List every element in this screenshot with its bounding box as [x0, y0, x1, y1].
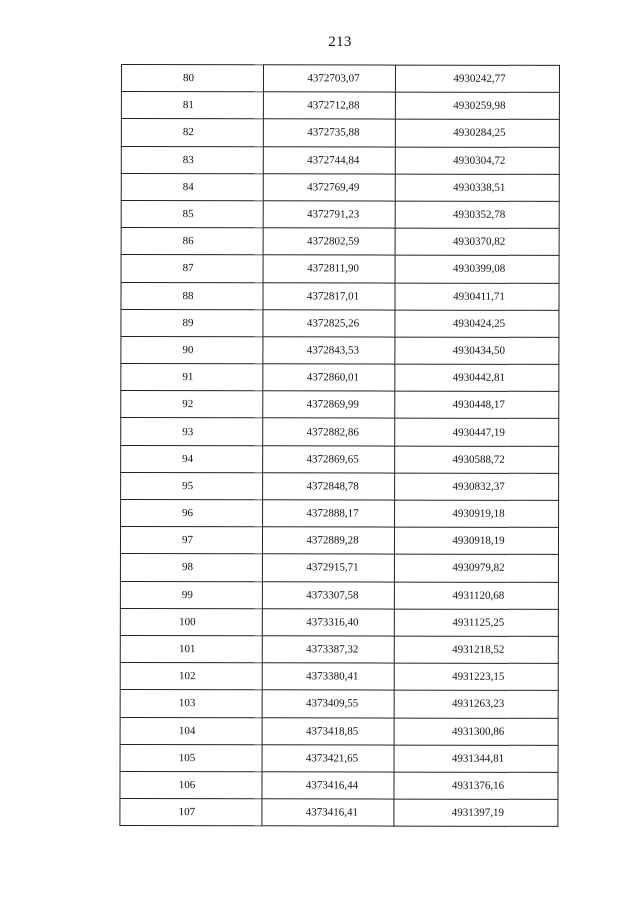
y-coordinate-cell: 4931125,25	[394, 609, 558, 637]
x-coordinate-cell: 4372860,01	[263, 364, 395, 391]
point-number-cell: 90	[121, 336, 263, 363]
table-row	[121, 255, 559, 283]
table-row	[121, 119, 559, 147]
table-row	[120, 527, 558, 555]
table-row	[121, 445, 559, 473]
point-number-cell: 84	[121, 173, 263, 200]
y-coordinate-cell: 4931397,19	[394, 799, 558, 827]
y-coordinate-cell: 4930424,25	[395, 310, 559, 338]
y-coordinate-cell: 4930399,08	[395, 255, 559, 283]
point-number-cell: 88	[121, 282, 263, 309]
point-number-cell: 103	[120, 690, 262, 717]
x-coordinate-cell: 4372817,01	[263, 282, 395, 309]
table-row	[121, 500, 559, 528]
coordinates-table	[119, 64, 560, 827]
table-row	[120, 717, 558, 745]
y-coordinate-cell: 4930259,98	[395, 92, 559, 120]
point-number-cell: 106	[120, 771, 262, 798]
y-coordinate-cell: 4930370,82	[395, 228, 559, 256]
y-coordinate-cell: 4930919,18	[395, 500, 559, 528]
x-coordinate-cell: 4373307,58	[262, 581, 394, 608]
point-number-cell: 98	[120, 554, 262, 581]
page-number: 213	[328, 34, 352, 50]
point-number-cell: 83	[121, 146, 263, 173]
y-coordinate-cell: 4931344,81	[394, 745, 558, 773]
y-coordinate-cell: 4930448,17	[395, 391, 559, 419]
coordinates-table-body	[120, 65, 560, 827]
table-row	[121, 92, 559, 120]
x-coordinate-cell: 4373316,40	[262, 609, 394, 636]
y-coordinate-cell: 4931300,86	[394, 718, 558, 746]
y-coordinate-cell: 4930434,50	[395, 337, 559, 365]
y-coordinate-cell: 4930304,72	[395, 147, 559, 175]
y-coordinate-cell: 4931263,23	[394, 690, 558, 718]
table-row	[121, 282, 559, 310]
y-coordinate-cell: 4930979,82	[394, 554, 558, 582]
x-coordinate-cell: 4372915,71	[262, 554, 394, 581]
x-coordinate-cell: 4373416,41	[262, 799, 394, 826]
point-number-cell: 94	[121, 445, 263, 472]
y-coordinate-cell: 4930352,78	[395, 201, 559, 229]
x-coordinate-cell: 4372882,86	[263, 418, 395, 445]
point-number-cell: 91	[121, 364, 263, 391]
table-row	[121, 309, 559, 337]
point-number-cell: 97	[120, 527, 262, 554]
table-row	[121, 391, 559, 419]
x-coordinate-cell: 4373421,65	[262, 744, 394, 771]
point-number-cell: 82	[121, 119, 263, 146]
point-number-cell: 96	[121, 500, 263, 527]
point-number-cell: 99	[120, 581, 262, 608]
x-coordinate-cell: 4372791,23	[263, 201, 395, 228]
x-coordinate-cell: 4372869,65	[263, 445, 395, 472]
x-coordinate-cell: 4372848,78	[263, 473, 395, 500]
table-row	[120, 581, 558, 609]
x-coordinate-cell: 4373387,32	[262, 636, 394, 663]
point-number-cell: 85	[121, 200, 263, 227]
x-coordinate-cell: 4372888,17	[263, 500, 395, 527]
y-coordinate-cell: 4930284,25	[395, 119, 559, 147]
point-number-cell: 92	[121, 391, 263, 418]
x-coordinate-cell: 4372869,99	[263, 391, 395, 418]
table-row	[120, 608, 558, 636]
y-coordinate-cell: 4930588,72	[395, 446, 559, 474]
x-coordinate-cell: 4372825,26	[263, 309, 395, 336]
y-coordinate-cell: 4930832,37	[395, 473, 559, 501]
point-number-cell: 81	[121, 92, 263, 119]
y-coordinate-cell: 4931376,16	[394, 772, 558, 800]
y-coordinate-cell: 4930338,51	[395, 174, 559, 202]
point-number-cell: 89	[121, 309, 263, 336]
point-number-cell: 87	[121, 255, 263, 282]
table-row	[121, 336, 559, 364]
y-coordinate-cell: 4930442,81	[395, 364, 559, 392]
x-coordinate-cell: 4372744,84	[263, 146, 395, 173]
point-number-cell: 100	[120, 608, 262, 635]
table-row	[120, 635, 558, 663]
x-coordinate-cell: 4372843,53	[263, 337, 395, 364]
x-coordinate-cell: 4372802,59	[263, 228, 395, 255]
y-coordinate-cell: 4931120,68	[394, 582, 558, 610]
x-coordinate-cell: 4372735,88	[263, 119, 395, 146]
table-row	[120, 771, 558, 799]
x-coordinate-cell: 4372769,49	[263, 174, 395, 201]
x-coordinate-cell: 4372712,88	[263, 92, 395, 119]
point-number-cell: 107	[120, 799, 262, 826]
table-row	[121, 173, 559, 201]
point-number-cell: 102	[120, 663, 262, 690]
table-row	[121, 146, 559, 174]
point-number-cell: 80	[121, 65, 263, 92]
point-number-cell: 93	[121, 418, 263, 445]
x-coordinate-cell: 4373418,85	[262, 717, 394, 744]
y-coordinate-cell: 4930242,77	[395, 65, 559, 93]
table-row	[120, 799, 558, 827]
point-number-cell: 105	[120, 744, 262, 771]
table-row	[121, 418, 559, 446]
y-coordinate-cell: 4930918,19	[394, 527, 558, 555]
table-row	[121, 200, 559, 228]
table-row	[120, 663, 558, 691]
x-coordinate-cell: 4373416,44	[262, 772, 394, 799]
x-coordinate-cell: 4372811,90	[263, 255, 395, 282]
table-row	[121, 364, 559, 392]
table-row	[121, 65, 559, 93]
x-coordinate-cell: 4372889,28	[262, 527, 394, 554]
y-coordinate-cell: 4930411,71	[395, 283, 559, 311]
point-number-cell: 86	[121, 228, 263, 255]
point-number-cell: 101	[120, 635, 262, 662]
table-row	[120, 690, 558, 718]
point-number-cell: 95	[121, 472, 263, 499]
x-coordinate-cell: 4373409,55	[262, 690, 394, 717]
point-number-cell: 104	[120, 717, 262, 744]
table-row	[120, 744, 558, 772]
y-coordinate-cell: 4931223,15	[394, 663, 558, 691]
table-row	[121, 472, 559, 500]
table-row	[120, 554, 558, 582]
y-coordinate-cell: 4931218,52	[394, 636, 558, 664]
x-coordinate-cell: 4372703,07	[263, 65, 395, 92]
table-row	[121, 228, 559, 256]
y-coordinate-cell: 4930447,19	[395, 419, 559, 447]
x-coordinate-cell: 4373380,41	[262, 663, 394, 690]
